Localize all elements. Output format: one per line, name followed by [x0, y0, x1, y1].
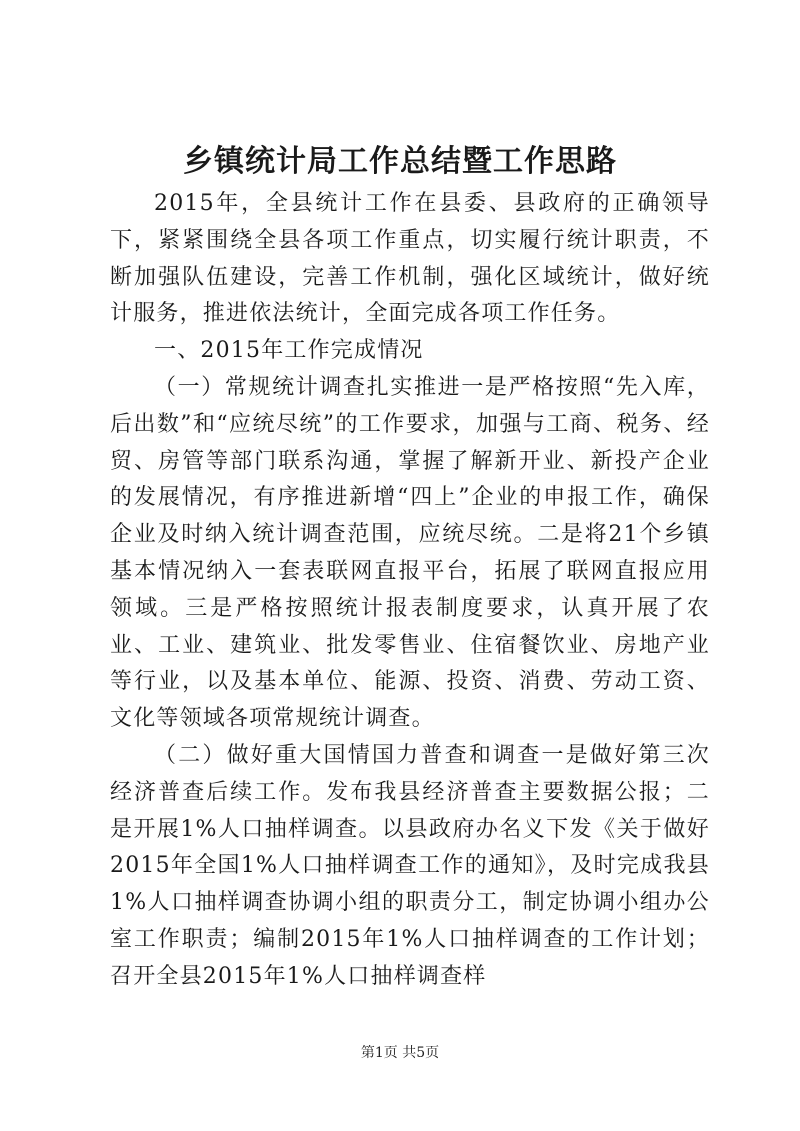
intro-paragraph: 2015年，全县统计工作在县委、县政府的正确领导下，紧紧围绕全县各项工作重点，切实履行统计职责，不断加强队伍建设，完善工作机制，强化区域统计，做好统计服务，推进依法统计，全面完成各项工作任务。: [110, 191, 710, 327]
document-title: 乡镇统计局工作总结暨工作思路: [183, 144, 617, 179]
document-body: [110, 186, 710, 996]
paragraph-routine-survey: （一）常规统计调查扎实推进一是严格按照“先入库，后出数”和“应统尽统”的工作要求，加强与工商、税务、经贸、房管等部门联系沟通，掌握了解新开业、新投产企业的发展情况，有序推进新增“四上”企业的申报工作，确保企业及时纳入统计调查范围，应统尽统。二是将21个乡镇基本情况纳入一套表联网直报平台，拓展了联网直报应用领域。三是严格按照统计报表制度要求，认真开展了农业、工业、建筑业、批发零售业、住宿餐饮业、房地产业等行业，以及基本单位、能源、投资、消费、劳动工资、文化等领域各项常规统计调查。: [110, 374, 710, 732]
paragraph-census: （二）做好重大国情国力普查和调查一是做好第三次经济普查后续工作。发布我县经济普查主要数据公报；二是开展1%人口抽样调查。以县政府办名义下发《关于做好2015年全国1%人口抽样调查工作的通知》，及时完成我县1%人口抽样调查协调小组的职责分工，制定协调小组办公室工作职责；编制2015年1%人口抽样调查的工作计划；召开全县2015年1%人口抽样调查样: [110, 742, 710, 989]
section-heading-1: 一、2015年工作完成情况: [154, 338, 424, 364]
page-footer: 第1页 共5页: [360, 1045, 440, 1061]
